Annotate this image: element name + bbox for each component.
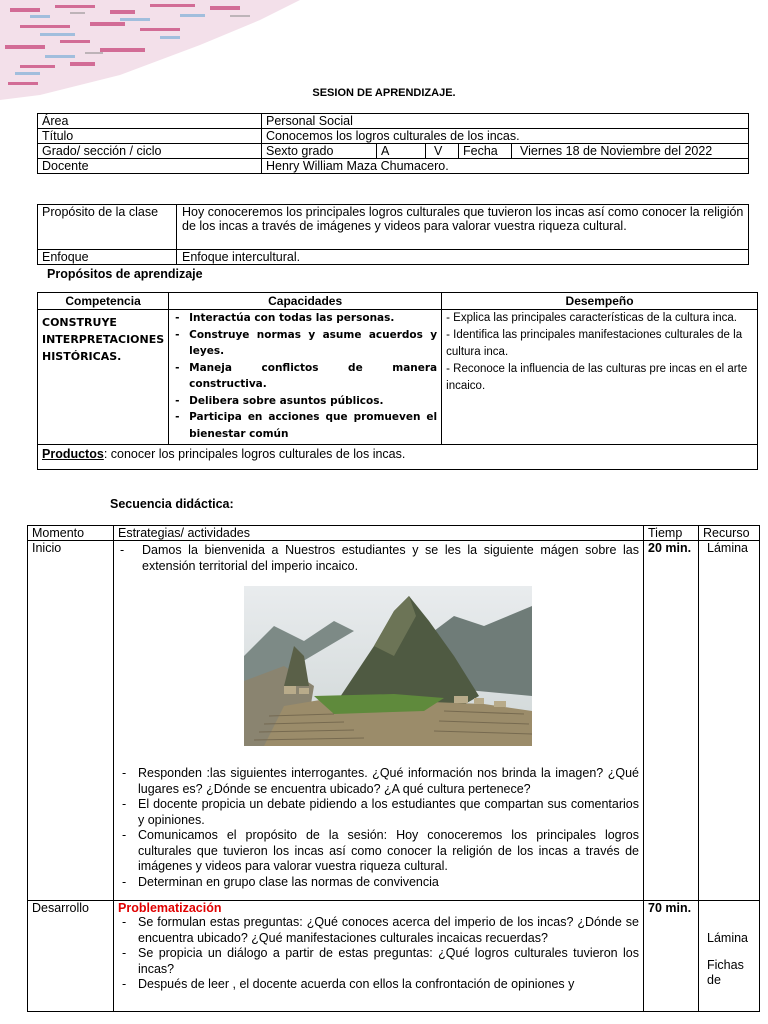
inicio-tiempo: 20 min.	[644, 541, 699, 901]
sequence-table	[27, 525, 760, 1012]
inicio-item: - Responden :las siguientes interrogantes. ¿Qué información nos brinda la imagen? ¿Qué lugares es? ¿Dónde se encuentra ubicado? ¿A qué cultura pertenece?	[118, 766, 639, 797]
col-recurso: Recurso	[699, 526, 760, 541]
seccion-value: A	[377, 144, 426, 159]
enfoque-value: Enfoque intercultural.	[177, 250, 749, 265]
fecha-value: Viernes 18 de Noviembre del 2022	[512, 144, 749, 159]
competencia-name: CONSTRUYE INTERPRETACIONES HISTÓRICAS.	[42, 316, 165, 363]
productos-row	[38, 445, 758, 470]
desempeno-cell	[442, 310, 758, 445]
desarrollo-activities	[114, 901, 644, 1012]
machu-picchu-image	[244, 586, 532, 746]
inicio-item: - El docente propicia un debate pidiendo a los estudiantes que compartan sus comentarios y opiniones.	[118, 797, 639, 828]
inicio-recurso: Lámina	[699, 541, 760, 901]
desarrollo-item: - Se propicia un diálogo a partir de estas preguntas: ¿Qué logros culturales tuvieron los incas?	[118, 946, 639, 977]
problematizacion-title: Problematización	[118, 901, 222, 915]
desarrollo-recurso-2: Fichas de	[707, 958, 744, 987]
proposito-value: Hoy conoceremos los principales logros culturales que tuvieron los incas así como conocer la religión de los incas a través de imágenes y videos para valorar vuestra riqueza cultural.	[177, 205, 749, 250]
capacidad-item: - Delibera sobre asuntos públicos.	[173, 393, 437, 410]
col-competencia: Competencia	[38, 293, 169, 310]
inicio-items	[118, 766, 639, 890]
inicio-activities	[114, 541, 644, 901]
capacidad-item: - Participa en acciones que promueven el bienestar común	[173, 409, 437, 442]
desempeno-item: - Explica las principales características de la cultura inca.	[446, 312, 737, 324]
grado-value: Sexto grado	[262, 144, 377, 159]
learning-heading: Propósitos de aprendizaje	[47, 267, 203, 281]
capacidad-item: - Construye normas y asume acuerdos y leyes.	[173, 327, 437, 360]
inicio-item: - Comunicamos el propósito de la sesión: Hoy conoceremos los principales logros culturales que tuvieron los incas así como conocer la religión de los incas a través de imágenes y videos para valorar vuestra riqueza cultural.	[118, 828, 639, 875]
col-desempeno: Desempeño	[442, 293, 758, 310]
docente-label: Docente	[38, 159, 262, 174]
desarrollo-item: - Se formulan estas preguntas: ¿Qué conoces acerca del imperio de los incas? ¿Dónde se encuentra ubicado? ¿Qué manifestaciones culturales incaicas recuerdas?	[118, 915, 639, 946]
desarrollo-recurso	[699, 901, 760, 1012]
learning-table	[37, 292, 758, 470]
productos-label: Productos	[42, 447, 104, 461]
capacidad-item: - Maneja conflictos de manera constructiva.	[173, 360, 437, 393]
capacidades-list	[173, 310, 437, 442]
competencia-cell	[38, 310, 169, 445]
desempeno-item: - Reconoce la influencia de las culturas pre incas en el arte incaico.	[446, 363, 748, 392]
enfoque-label: Enfoque	[38, 250, 177, 265]
sequence-heading: Secuencia didáctica:	[110, 497, 234, 511]
titulo-label: Título	[38, 129, 262, 144]
col-capacidades: Capacidades	[169, 293, 442, 310]
desempeno-list	[446, 310, 753, 395]
grado-label: Grado/ sección / ciclo	[38, 144, 262, 159]
ciclo-value: V	[426, 144, 459, 159]
info-table	[37, 113, 749, 174]
inicio-item: - Determinan en grupo clase las normas de convivencia	[118, 875, 639, 891]
inicio-intro: - Damos la bienvenida a Nuestros estudiantes y se les la siguiente mágen sobre las extensión territorial del imperio incaico.	[120, 543, 639, 573]
col-tiempo: Tiemp	[644, 526, 699, 541]
inicio-intro-text: Damos la bienvenida a Nuestros estudiantes y se les la siguiente mágen sobre las extensión territorial del imperio incaico.	[142, 543, 639, 573]
area-value: Personal Social	[262, 114, 749, 129]
titulo-value: Conocemos los logros culturales de los incas.	[262, 129, 749, 144]
fecha-label: Fecha	[459, 144, 512, 159]
decorative-banner	[0, 0, 300, 100]
desarrollo-recurso-1: Lámina	[707, 931, 748, 945]
desarrollo-item: - Después de leer , el docente acuerda con ellos la confrontación de opiniones y	[118, 977, 639, 993]
document-title: SESION DE APRENDIZAJE.	[312, 87, 456, 99]
desarrollo-momento: Desarrollo	[28, 901, 114, 1012]
proposito-label: Propósito de la clase	[38, 205, 177, 250]
capacidades-cell	[169, 310, 442, 445]
capacidad-item: - Interactúa con todas las personas.	[173, 310, 437, 327]
docente-value: Henry William Maza Chumacero.	[262, 159, 749, 174]
desarrollo-items	[118, 915, 639, 993]
desempeno-item: - Identifica las principales manifestaciones culturales de la cultura inca.	[446, 329, 743, 358]
purpose-table	[37, 204, 749, 265]
inicio-momento: Inicio	[28, 541, 114, 901]
col-estrategias: Estrategias/ actividades	[114, 526, 644, 541]
area-label: Área	[38, 114, 262, 129]
productos-value: : conocer los principales logros culturales de los incas.	[103, 447, 406, 461]
col-momento: Momento	[28, 526, 114, 541]
desarrollo-tiempo: 70 min.	[644, 901, 699, 1012]
